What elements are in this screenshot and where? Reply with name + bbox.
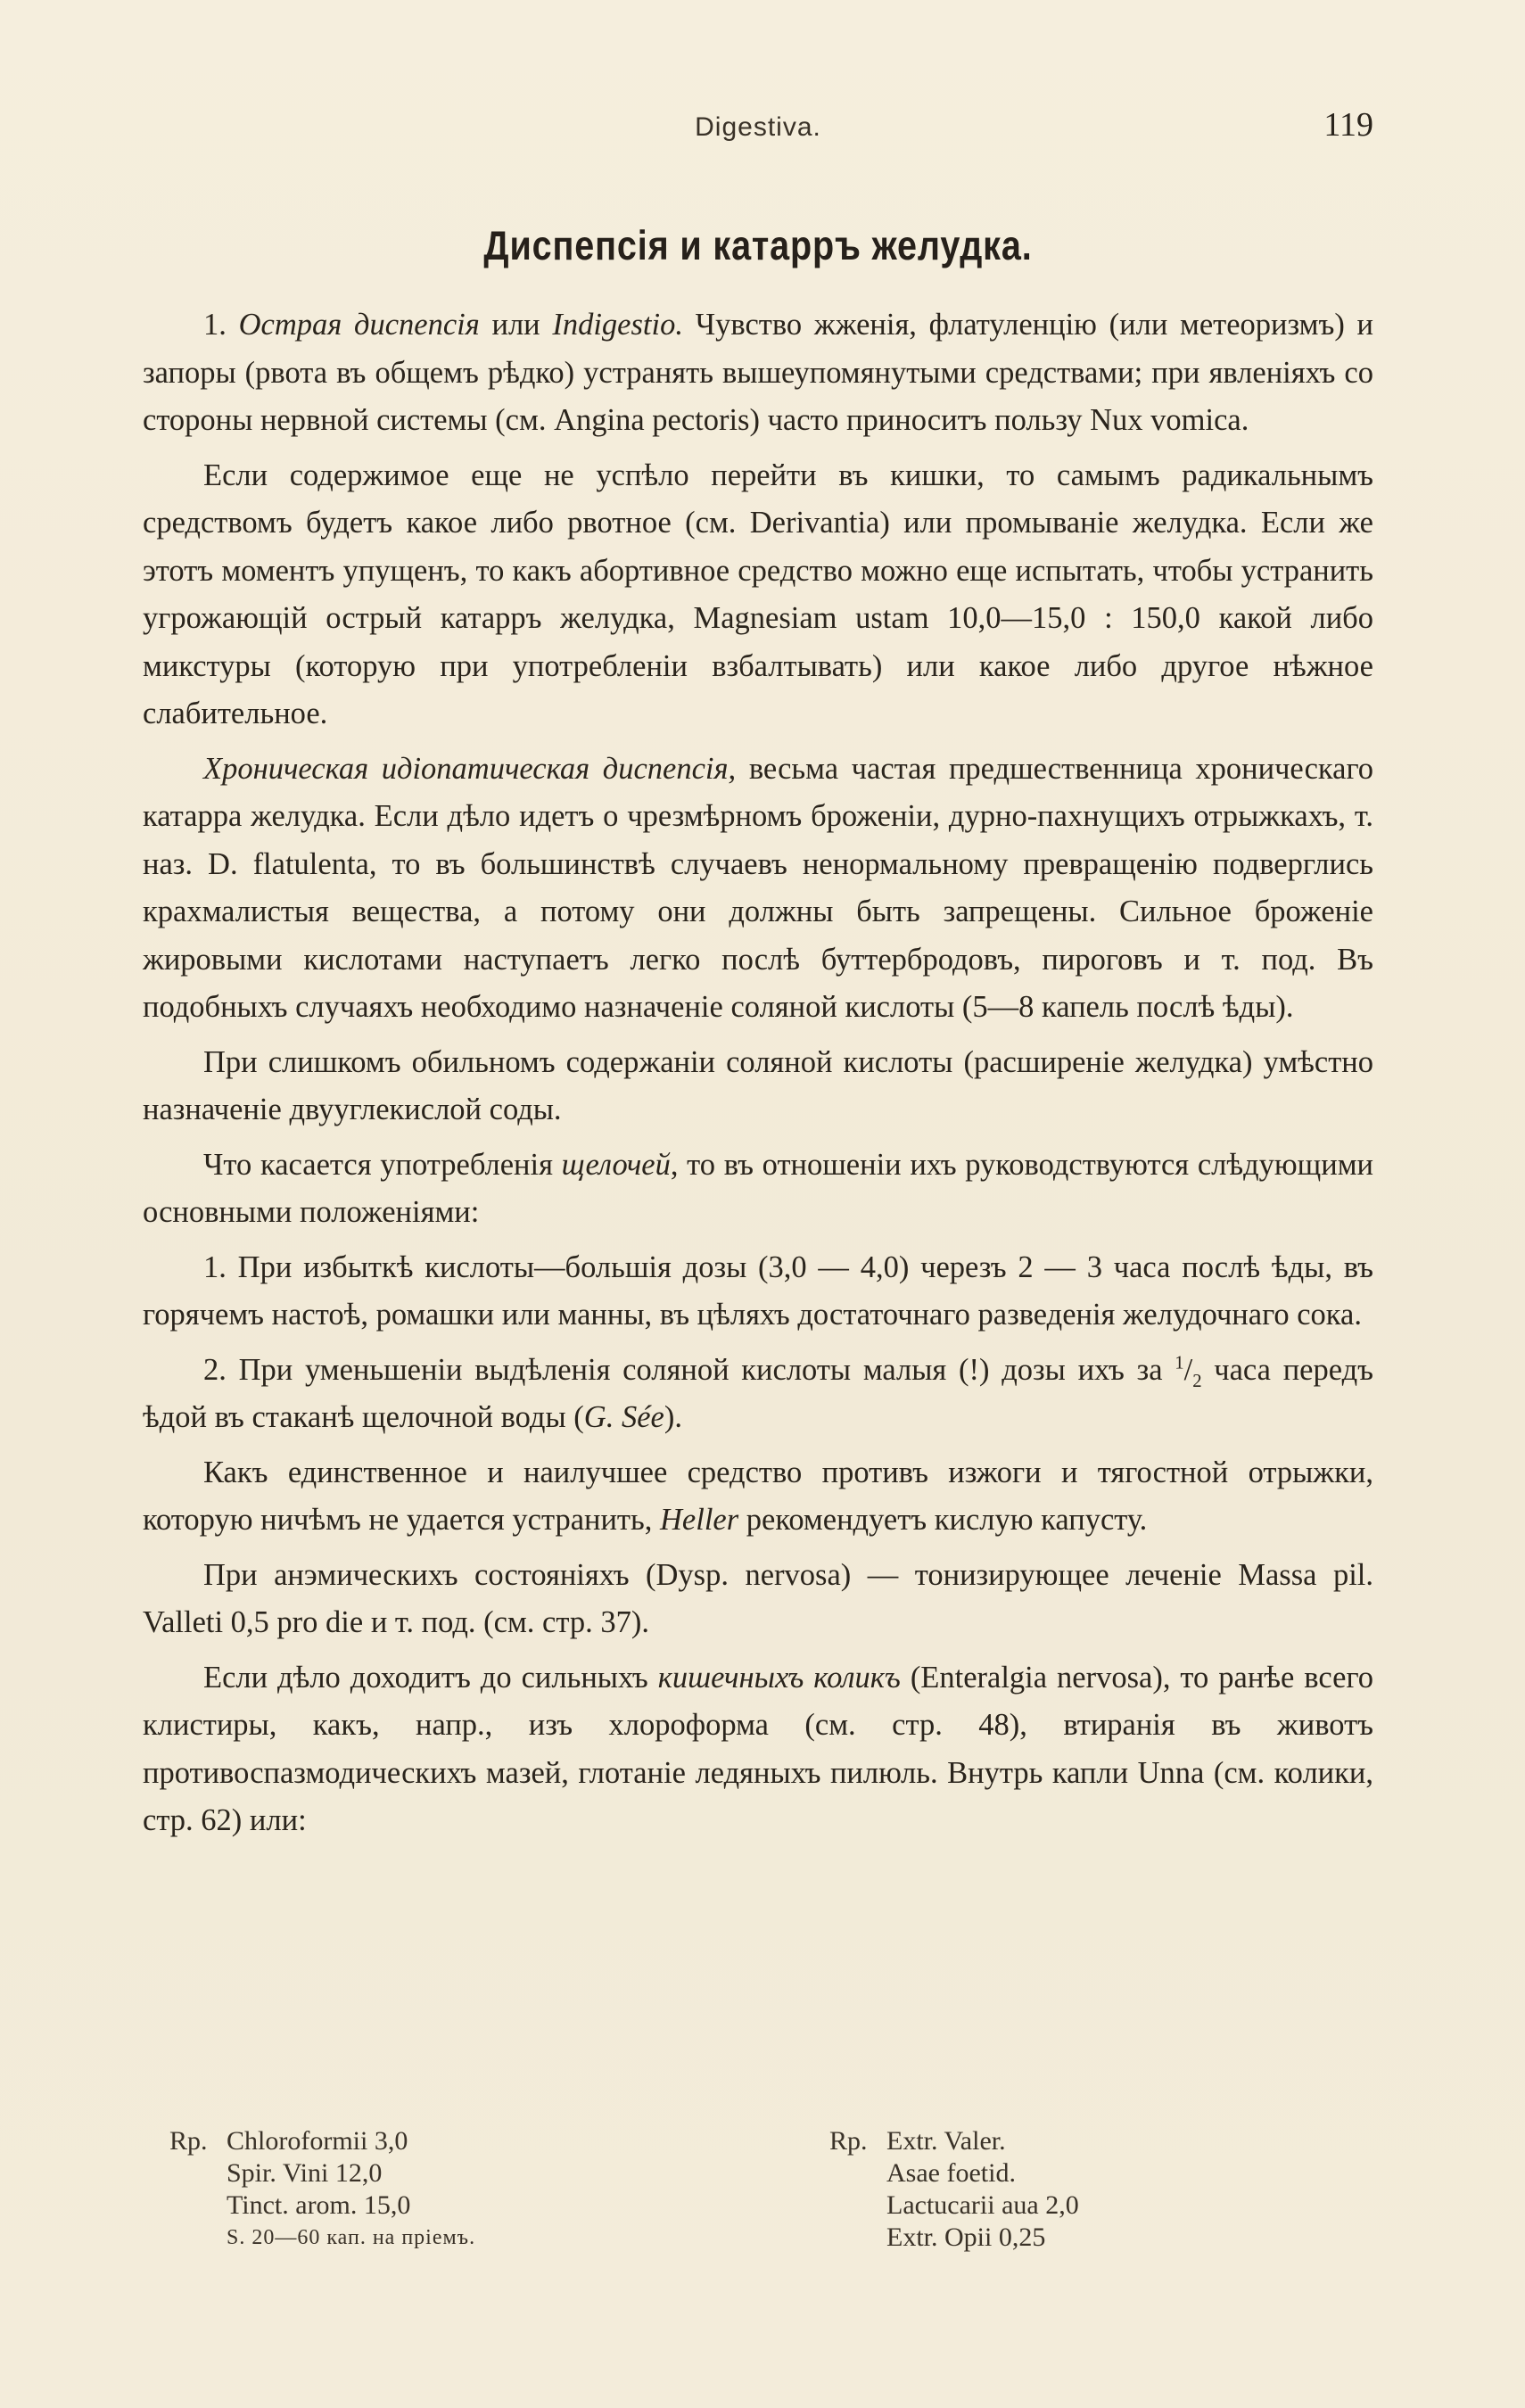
recipe-right: [829, 2125, 1079, 2254]
author-name: G. Sée: [583, 1400, 664, 1434]
latin-term: Indigestio.: [552, 308, 683, 342]
recipe-line: Chloroformii 3,0: [227, 2126, 408, 2156]
recipe-line: Spir. Vini 12,0: [227, 2158, 383, 2188]
item-number: 1.: [203, 308, 239, 342]
paragraph-colic: [143, 1654, 1373, 1845]
emphasis: кишечныхъ коликъ: [657, 1660, 901, 1695]
text-span: Какъ единственное и наилучшее средство противъ изжоги и тягостной отрыжки, которую ничѣмъ не удается устранить,: [143, 1455, 1373, 1537]
paragraph: При слишкомъ обильномъ содержаніи соляной кислоты (расширеніе желудка) умѣстно назначеніе двууглекислой соды.: [143, 1044, 1373, 1126]
emphasis: щелочей: [561, 1147, 671, 1182]
recipe-line: Asae foetid.: [886, 2158, 1016, 2188]
section-heading: Хроническая идіопатическая диспепсія,: [203, 751, 737, 786]
recipe-left: [169, 2125, 475, 2254]
text-span: часа передъ ѣдой въ стаканѣ щелочной воды (: [143, 1352, 1373, 1434]
paragraph-alkalis: [143, 1142, 1373, 1237]
paragraph-heller: [143, 1449, 1373, 1545]
recipe-rp-label: Rp.: [169, 2126, 208, 2156]
text-span: Чувство жженія, флатуленцію (или метеоризмъ) и запоры (рвота въ общемъ рѣдко) устранять вышеупомянутыми средствами; при явленіяхъ со стороны нервной системы (см. Angina pectoris) часто приноситъ пользу Nux vomica.: [143, 308, 1373, 437]
running-head: [143, 105, 1373, 159]
paragraph: Если содержимое еще не успѣло перейти въ кишки, то самымъ радикальнымъ средствомъ будетъ какое либо рвотное (см. Derivantia) или промываніе желудка. Если же этотъ моментъ упущенъ, то какъ абортивное средство можно еще испытать, чтобы устранить угрожающій острый катарръ желудка, Magnesiam ustam 10,0—15,0 : 150,0 какой либо микстуры (которую при употребленіи взбалтывать) или какое либо другое нѣжное слабительное.: [143, 458, 1373, 730]
paragraph: При анэмическихъ состояніяхъ (Dysp. nervosa) — тонизирующее леченіе Massa pil. Valleti 0,5 pro die и т. под. (см. стр. 37).: [143, 1557, 1373, 1639]
recipe-line: Tinct. arom. 15,0: [227, 2190, 411, 2220]
recipes: [143, 2125, 1373, 2277]
fraction-numerator: 1: [1175, 1353, 1184, 1373]
author-name: Heller: [660, 1503, 739, 1537]
fraction-denominator: 2: [1192, 1371, 1202, 1391]
text-span: 2. При уменьшеніи выдѣленія соляной кислоты малыя (!) дозы ихъ за: [203, 1352, 1175, 1387]
paragraph-rule-2: 2. При уменьшеніи выдѣленія соляной кислоты малыя (!) дозы ихъ за $^1/_2$ часа передъ ѣдой въ стаканѣ щелочной воды (G. Sée).: [143, 1352, 1373, 1434]
recipe-rp-label: Rp.: [829, 2126, 868, 2156]
paragraph-chronic-dyspepsia: [143, 746, 1373, 1032]
recipe-line: Lactucarii aua 2,0: [886, 2190, 1079, 2220]
text-span: (Enteralgia nervosa), то ранѣе всего клистиры, какъ, напр., изъ хлороформа (см. стр. 48), втиранія въ животъ противоспазмодическихъ мазей, глотаніе ледяныхъ пилюль. Внутрь капли Unna (см. колики, стр. 62) или:: [143, 1660, 1373, 1837]
text-span: ).: [664, 1400, 682, 1434]
recipe-line: Extr. Valer.: [886, 2126, 1006, 2156]
paragraph: 1. При избыткѣ кислоты—большія дозы (3,0 — 4,0) черезъ 2 — 3 часа послѣ ѣды, въ горячемъ настоѣ, ромашки или манны, въ цѣляхъ достаточнаго разведенія желудочнаго сока.: [143, 1249, 1373, 1332]
text-span: Что касается употребленія: [203, 1147, 562, 1182]
body-text: [143, 301, 1373, 1852]
text-span: , то въ отношеніи ихъ руководствуются слѣдующими основными положеніями:: [143, 1147, 1373, 1229]
page-number: 119: [1323, 106, 1373, 144]
recipe-signature: S. 20—60 кап. на пріемъ.: [227, 2226, 476, 2249]
section-heading: Острая диспепсія: [238, 308, 480, 342]
text-span: или: [479, 308, 553, 342]
text-span: Если дѣло доходитъ до сильныхъ: [203, 1660, 658, 1695]
text-span: рекомендуетъ кислую капусту.: [738, 1503, 1148, 1537]
chapter-title: Диспепсія и катарръ желудка.: [483, 222, 1033, 268]
paragraph-acute-dyspepsia: [143, 301, 1373, 445]
text-span: весьма частая предшественница хроническаго катарра желудка. Если дѣло идетъ о чрезмѣрномъ броженіи, дурно-пахнущихъ отрыжкахъ, т. наз. D. flatulenta, то въ большинствѣ случаевъ ненормальному превращенію подверглись крахмалистыя вещества, а потому они должны быть запрещены. Сильное броженіе жировыми кислотами наступаетъ легко послѣ буттербродовъ, пироговъ и т. под. Въ подобныхъ случаяхъ необходимо назначеніе соляной кислоты (5—8 капель послѣ ѣды).: [143, 751, 1374, 1024]
running-title: Digestiva.: [695, 112, 821, 142]
recipe-line: Extr. Opii 0,25: [886, 2222, 1046, 2252]
